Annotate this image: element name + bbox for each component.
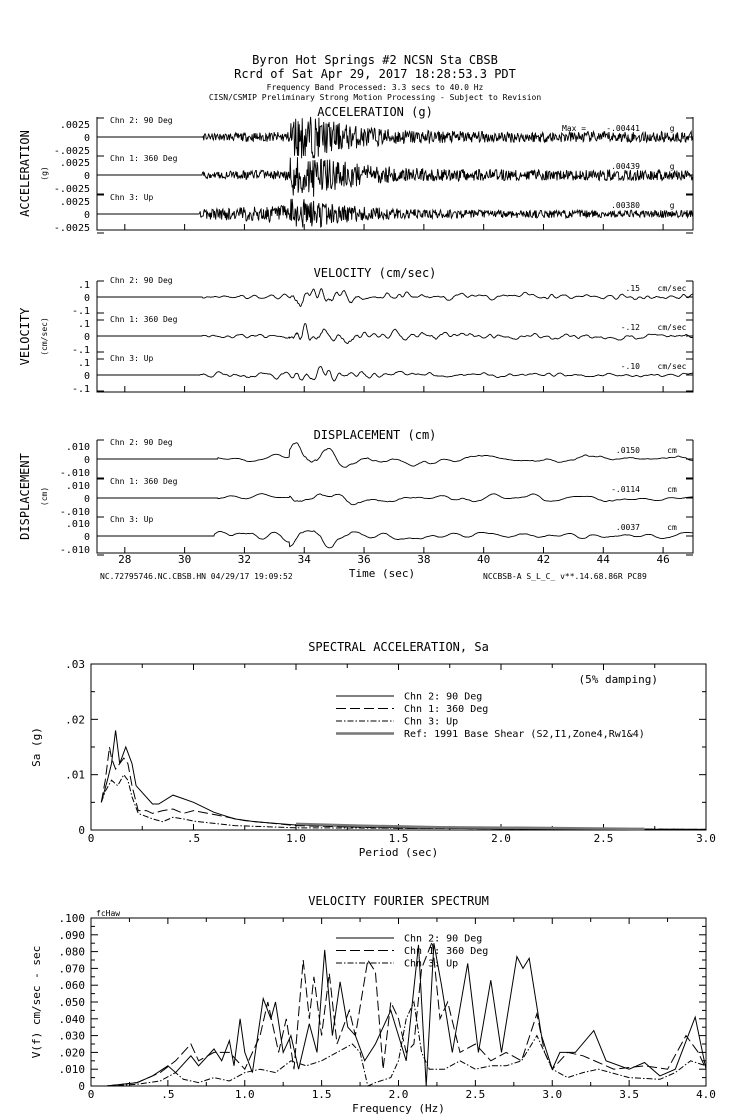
panel-title: DISPLACEMENT (cm) xyxy=(313,428,437,442)
channel-label: Chn 2: 90 Deg xyxy=(110,116,173,125)
y-tick-label: -.0025 xyxy=(53,184,90,195)
fourier-spectrum-chart xyxy=(30,894,716,1115)
time-tick-label: 40 xyxy=(477,553,491,566)
channel-label: Chn 1: 360 Deg xyxy=(110,477,178,486)
processing-note: CISN/CSMIP Preliminary Strong Motion Processing - Subject to Revision xyxy=(208,93,542,102)
y-tick-label: 0 xyxy=(83,171,90,182)
y-tick-label: .03 xyxy=(65,658,85,671)
x-tick-label: .5 xyxy=(161,1088,175,1101)
x-tick-label: 3.0 xyxy=(542,1088,563,1101)
y-tick-label: 0 xyxy=(83,455,90,466)
channel-peak-value: .00439 xyxy=(611,162,640,171)
channel-unit: cm/sec xyxy=(657,284,687,293)
y-tick-label: .040 xyxy=(58,1012,85,1026)
y-tick-label: .060 xyxy=(58,979,85,993)
side-label: DISPLACEMENT xyxy=(18,453,32,540)
channel-unit: cm/sec xyxy=(657,362,687,371)
waveform-trace xyxy=(97,117,693,158)
y-tick-label: .070 xyxy=(58,962,85,976)
legend-entry: Chn 3: Up xyxy=(404,958,459,970)
panel-velocity xyxy=(18,266,693,395)
y-axis-label: Sa (g) xyxy=(30,727,43,767)
y-tick-label: .1 xyxy=(77,319,90,330)
y-tick-label: 0 xyxy=(83,532,90,543)
channel-unit: cm/sec xyxy=(657,323,687,332)
y-tick-label: .100 xyxy=(58,912,85,925)
y-tick-label: -.0025 xyxy=(53,146,90,157)
y-tick-label: -.1 xyxy=(71,306,90,317)
y-tick-label: -.1 xyxy=(71,345,90,356)
y-tick-label: .010 xyxy=(65,442,90,453)
side-unit: (cm) xyxy=(40,486,49,507)
channel-peak-value: -.12 xyxy=(620,323,640,332)
time-tick-label: 34 xyxy=(297,553,311,566)
legend-entry: Chn 1: 360 Deg xyxy=(404,704,489,715)
channel-peak-value: .00380 xyxy=(611,201,640,210)
damping-annotation: (5% damping) xyxy=(578,673,658,686)
legend-entry: Chn 2: 90 Deg xyxy=(404,933,483,945)
x-tick-label: 2.5 xyxy=(593,832,614,845)
x-tick-label: 3.5 xyxy=(619,1088,640,1101)
channel-label: Chn 3: Up xyxy=(110,193,154,202)
side-unit: (g) xyxy=(40,166,49,181)
x-axis-label: Period (sec) xyxy=(358,846,439,859)
legend-entry: Chn 2: 90 Deg xyxy=(404,691,483,703)
y-tick-label: .0025 xyxy=(59,158,90,169)
panel-acceleration xyxy=(18,105,693,234)
x-tick-label: 0 xyxy=(87,1088,95,1101)
x-tick-label: 1.0 xyxy=(234,1088,255,1101)
max-prefix: Max = xyxy=(562,124,587,133)
channel-unit: cm xyxy=(667,446,677,455)
channel-unit: cm xyxy=(667,485,677,494)
y-tick-label: .010 xyxy=(65,519,90,530)
y-axis-label: V(f) cm/sec - sec xyxy=(30,945,43,1059)
record-time: Rcrd of Sat Apr 29, 2017 18:28:53.3 PDT xyxy=(234,67,516,81)
y-tick-label: -.010 xyxy=(59,468,90,479)
y-tick-label: .02 xyxy=(65,713,85,727)
y-tick-label: 0 xyxy=(83,133,90,144)
x-tick-label: 0 xyxy=(87,832,95,845)
y-tick-label: .01 xyxy=(65,768,85,782)
panel-displacement xyxy=(18,428,693,556)
y-tick-label: .080 xyxy=(58,945,85,959)
panel-title: ACCELERATION (g) xyxy=(317,105,433,119)
y-tick-label: .050 xyxy=(58,996,85,1009)
y-tick-label: .030 xyxy=(58,1029,85,1043)
channel-unit: g xyxy=(669,124,675,133)
y-tick-label: .1 xyxy=(77,358,90,369)
channel-peak-value: .0150 xyxy=(615,446,640,455)
y-tick-label: 0 xyxy=(83,494,90,505)
x-tick-label: 1.5 xyxy=(388,832,409,845)
footer-record-id: NC.72795746.NC.CBSB.HN 04/29/17 19:09:52 xyxy=(100,572,293,581)
y-tick-label: -.0025 xyxy=(53,223,90,234)
legend-entry: Chn 3: Up xyxy=(404,716,459,728)
x-axis-label: Frequency (Hz) xyxy=(352,1102,445,1115)
x-tick-label: 1.0 xyxy=(286,832,306,845)
waveform-trace xyxy=(97,494,693,505)
x-tick-label: 3.0 xyxy=(696,832,716,845)
y-tick-label: .010 xyxy=(58,1063,85,1077)
y-tick-label: .010 xyxy=(65,481,90,492)
y-tick-label: -.1 xyxy=(71,384,90,395)
waveform-trace xyxy=(97,443,693,468)
channel-label: Chn 2: 90 Deg xyxy=(110,438,173,447)
chart-title: VELOCITY FOURIER SPECTRUM xyxy=(308,894,489,908)
x-tick-label: 4.0 xyxy=(696,1088,716,1101)
channel-peak-value: -.10 xyxy=(620,362,640,371)
header xyxy=(209,53,542,102)
channel-peak-value: -.0114 xyxy=(611,485,640,494)
footer-station-code: NCCBSB-A S_L_C_ v**.14.68.86R PC89 xyxy=(483,572,647,581)
y-tick-label: .0025 xyxy=(59,197,90,208)
time-tick-label: 30 xyxy=(177,553,192,566)
y-tick-label: .1 xyxy=(77,280,90,291)
y-tick-label: 0 xyxy=(83,371,90,382)
x-tick-label: 2.5 xyxy=(465,1088,486,1101)
channel-label: Chn 1: 360 Deg xyxy=(110,154,178,163)
y-tick-label: .090 xyxy=(58,928,85,942)
waveform-trace xyxy=(97,367,693,381)
y-tick-label: .020 xyxy=(58,1046,85,1060)
time-tick-label: 44 xyxy=(596,553,610,566)
series-line-2 xyxy=(106,1002,706,1086)
corner-label: fcHaw xyxy=(96,909,121,918)
plot-frame xyxy=(91,664,706,830)
y-tick-label: -.010 xyxy=(59,545,90,556)
channel-unit: g xyxy=(669,201,675,210)
waveform-trace xyxy=(97,289,693,307)
channel-peak-value: -.00441 xyxy=(606,124,640,133)
channel-peak-value: .0037 xyxy=(615,523,640,532)
side-label: ACCELERATION xyxy=(18,130,32,217)
x-tick-label: 2.0 xyxy=(388,1088,409,1101)
waveform-trace xyxy=(97,324,693,344)
legend-entry: Chn 1: 360 Deg xyxy=(404,946,489,957)
panel-title: VELOCITY (cm/sec) xyxy=(313,266,437,280)
series-line-0 xyxy=(101,730,706,829)
station-title: Byron Hot Springs #2 NCSN Sta CBSB xyxy=(252,53,498,67)
chart-title: SPECTRAL ACCELERATION, Sa xyxy=(308,640,489,654)
time-tick-label: 46 xyxy=(656,553,670,566)
y-tick-label: 0 xyxy=(83,332,90,343)
y-tick-label: -.010 xyxy=(59,507,90,518)
spectral-acceleration-chart xyxy=(30,640,716,859)
channel-unit: cm xyxy=(667,523,677,532)
channel-label: Chn 2: 90 Deg xyxy=(110,276,173,285)
time-tick-label: 28 xyxy=(118,553,132,566)
x-tick-label: .5 xyxy=(186,832,201,845)
time-tick-label: 42 xyxy=(536,553,551,566)
time-tick-label: 36 xyxy=(357,553,371,566)
side-unit: (cm/sec) xyxy=(40,317,49,356)
time-axis-label: Time (sec) xyxy=(348,567,416,580)
waveform-trace xyxy=(97,157,693,197)
y-tick-label: .0025 xyxy=(59,120,90,131)
series-line-1 xyxy=(101,747,706,829)
frequency-band: Frequency Band Processed: 3.3 secs to 40.0 Hz xyxy=(266,83,484,92)
channel-label: Chn 3: Up xyxy=(110,354,154,363)
x-tick-label: 2.0 xyxy=(491,832,511,845)
y-tick-label: 0 xyxy=(78,1080,85,1093)
waveform-trace xyxy=(97,531,693,548)
side-label: VELOCITY xyxy=(18,307,32,366)
time-tick-label: 38 xyxy=(417,553,431,566)
time-series-panels xyxy=(18,105,693,581)
time-tick-label: 32 xyxy=(237,553,252,566)
channel-peak-value: .15 xyxy=(625,284,640,293)
legend-entry: Ref: 1991 Base Shear (S2,I1,Zone4,Rw1&4) xyxy=(404,729,645,740)
y-tick-label: 0 xyxy=(78,824,85,837)
x-tick-label: 1.5 xyxy=(311,1088,332,1101)
waveform-trace xyxy=(97,199,693,228)
y-tick-label: 0 xyxy=(83,210,90,221)
channel-label: Chn 1: 360 Deg xyxy=(110,315,178,324)
channel-unit: g xyxy=(669,162,675,171)
y-tick-label: 0 xyxy=(83,293,90,304)
channel-label: Chn 3: Up xyxy=(110,515,154,524)
